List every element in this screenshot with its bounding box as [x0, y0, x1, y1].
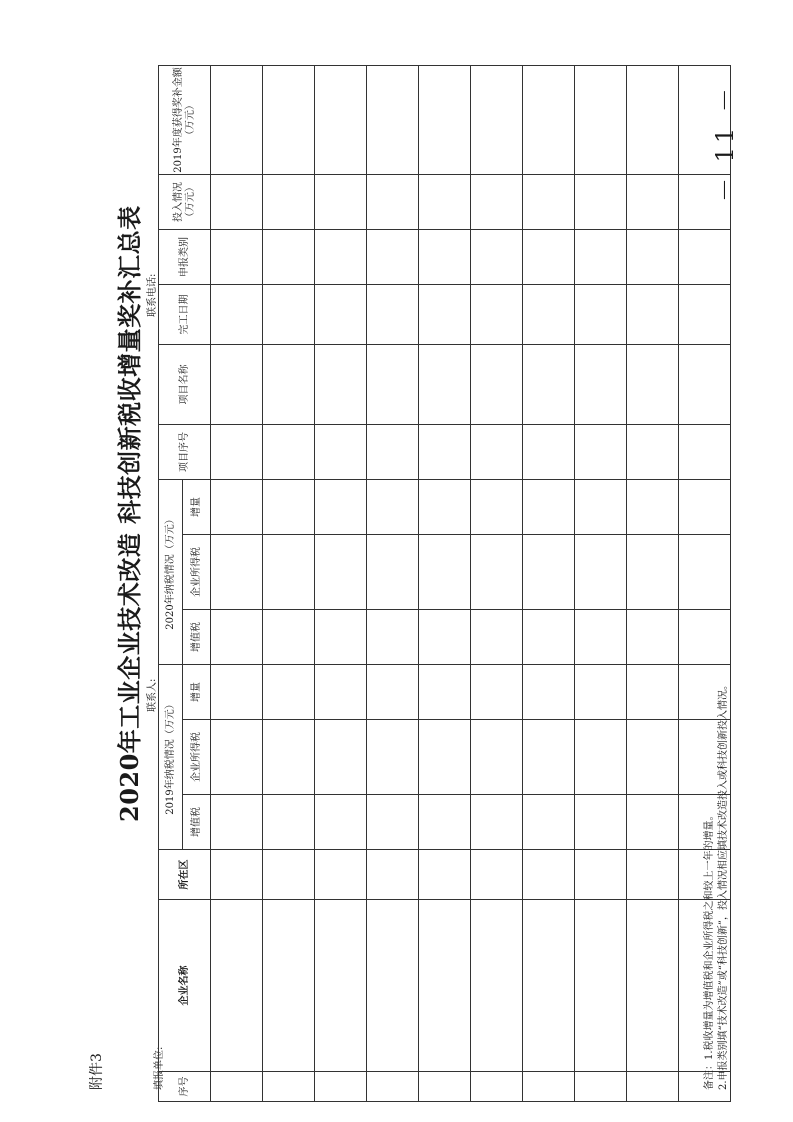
table-cell[interactable]	[627, 424, 679, 479]
table-cell[interactable]	[367, 284, 419, 344]
table-cell[interactable]	[263, 174, 315, 229]
table-cell[interactable]	[523, 424, 575, 479]
table-cell[interactable]	[523, 795, 575, 850]
table-cell[interactable]	[679, 424, 731, 479]
table-cell[interactable]	[367, 900, 419, 1072]
table-cell[interactable]	[627, 609, 679, 664]
table-cell[interactable]	[471, 424, 523, 479]
table-cell[interactable]	[471, 1072, 523, 1102]
table-cell[interactable]	[575, 900, 627, 1072]
page-number: － 11 －	[711, 84, 739, 202]
table-cell[interactable]	[419, 900, 471, 1072]
table-cell[interactable]	[471, 534, 523, 609]
table-cell[interactable]	[471, 284, 523, 344]
table-cell[interactable]	[627, 1072, 679, 1102]
header-district: 所在区	[159, 850, 211, 900]
table-cell[interactable]	[471, 720, 523, 795]
header-investment: 投入情况（万元）	[159, 174, 211, 229]
table-cell[interactable]	[263, 850, 315, 900]
table-cell[interactable]	[211, 174, 263, 229]
table-cell[interactable]	[471, 174, 523, 229]
table-cell[interactable]	[575, 720, 627, 795]
table-cell[interactable]	[315, 1072, 367, 1102]
header-seq: 序号	[159, 1072, 211, 1102]
table-cell[interactable]	[419, 664, 471, 719]
table-cell[interactable]	[575, 850, 627, 900]
header-category: 申报类别	[159, 229, 211, 284]
table-cell[interactable]	[315, 609, 367, 664]
contact-phone-label: 联系电话:	[147, 273, 158, 317]
table-cell[interactable]	[367, 664, 419, 719]
header-company-name: 企业名称	[159, 900, 211, 1072]
table-cell[interactable]	[315, 65, 367, 174]
header-subsidy-2019: 2019年度获得奖补金额（万元）	[159, 65, 211, 174]
table-cell[interactable]	[575, 284, 627, 344]
table-cell[interactable]	[211, 795, 263, 850]
table-cell[interactable]	[471, 795, 523, 850]
table-cell[interactable]	[367, 65, 419, 174]
table-cell[interactable]	[211, 229, 263, 284]
table-cell[interactable]	[679, 229, 731, 284]
table-cell[interactable]	[575, 534, 627, 609]
table-cell[interactable]	[627, 229, 679, 284]
table-cell[interactable]	[679, 479, 731, 534]
table-cell[interactable]	[523, 174, 575, 229]
table-row	[367, 65, 419, 1101]
table-cell[interactable]	[263, 720, 315, 795]
table-cell[interactable]	[211, 534, 263, 609]
table-cell[interactable]	[315, 534, 367, 609]
table-cell[interactable]	[263, 65, 315, 174]
table-cell[interactable]	[627, 284, 679, 344]
table-cell[interactable]	[679, 534, 731, 609]
table-cell[interactable]	[315, 284, 367, 344]
page-title: 2020年工业企业技术改造 科技创新税收增量奖补汇总表	[115, 205, 144, 822]
header-2019-vat: 增值税	[183, 795, 211, 850]
table-cell[interactable]	[419, 850, 471, 900]
table-cell[interactable]	[211, 65, 263, 174]
header-2019-cit: 企业所得税	[183, 720, 211, 795]
table-cell[interactable]	[575, 795, 627, 850]
table-cell[interactable]	[419, 479, 471, 534]
table-cell[interactable]	[367, 609, 419, 664]
table-cell[interactable]	[263, 534, 315, 609]
table-cell[interactable]	[627, 65, 679, 174]
table-cell[interactable]	[575, 344, 627, 424]
table-cell[interactable]	[523, 284, 575, 344]
table-cell[interactable]	[419, 534, 471, 609]
table-cell[interactable]	[575, 229, 627, 284]
table-cell[interactable]	[211, 664, 263, 719]
header-2019-increment: 增量	[183, 664, 211, 719]
table-cell[interactable]	[471, 609, 523, 664]
table-cell[interactable]	[419, 174, 471, 229]
table-cell[interactable]	[419, 229, 471, 284]
table-cell[interactable]	[523, 609, 575, 664]
table-cell[interactable]	[211, 344, 263, 424]
table-cell[interactable]	[367, 479, 419, 534]
table-cell[interactable]	[263, 229, 315, 284]
header-project-no: 项目序号	[159, 424, 211, 479]
table-cell[interactable]	[627, 900, 679, 1072]
table-cell[interactable]	[679, 344, 731, 424]
table-cell[interactable]	[523, 720, 575, 795]
table-cell[interactable]	[263, 344, 315, 424]
table-cell[interactable]	[575, 609, 627, 664]
table-cell[interactable]	[263, 609, 315, 664]
table-cell[interactable]	[315, 344, 367, 424]
table-cell[interactable]	[627, 479, 679, 534]
table-cell[interactable]	[523, 229, 575, 284]
table-cell[interactable]	[627, 664, 679, 719]
table-cell[interactable]	[315, 720, 367, 795]
header-2020-vat: 增值税	[183, 609, 211, 664]
table-cell[interactable]	[367, 534, 419, 609]
table-cell[interactable]	[627, 850, 679, 900]
table-cell[interactable]	[575, 424, 627, 479]
table-cell[interactable]	[211, 850, 263, 900]
filler-unit-label: 填报单位:	[154, 1046, 165, 1090]
header-tax-2020: 2020年纳税情况（万元）	[159, 479, 183, 664]
table-cell[interactable]	[211, 1072, 263, 1102]
table-cell[interactable]	[263, 795, 315, 850]
header-2020-increment: 增量	[183, 479, 211, 534]
table-cell[interactable]	[367, 174, 419, 229]
table-cell[interactable]	[575, 664, 627, 719]
table-cell[interactable]	[627, 720, 679, 795]
table-row	[471, 65, 523, 1101]
table-cell[interactable]	[367, 1072, 419, 1102]
table-cell[interactable]	[419, 720, 471, 795]
table-row	[523, 65, 575, 1101]
table-cell[interactable]	[575, 65, 627, 174]
table-cell[interactable]	[471, 900, 523, 1072]
table-cell[interactable]	[471, 664, 523, 719]
table-cell[interactable]	[315, 479, 367, 534]
table-cell[interactable]	[523, 344, 575, 424]
table-cell[interactable]	[419, 1072, 471, 1102]
table-cell[interactable]	[315, 664, 367, 719]
table-cell[interactable]	[471, 65, 523, 174]
table-cell[interactable]	[367, 229, 419, 284]
table-cell[interactable]	[523, 850, 575, 900]
table-cell[interactable]	[315, 424, 367, 479]
table-cell[interactable]	[211, 479, 263, 534]
table-row	[627, 65, 679, 1101]
table-cell[interactable]	[575, 174, 627, 229]
table-cell[interactable]	[367, 344, 419, 424]
table-cell[interactable]	[627, 795, 679, 850]
table-cell[interactable]	[263, 900, 315, 1072]
table-cell[interactable]	[419, 795, 471, 850]
table-cell[interactable]	[419, 284, 471, 344]
table-cell[interactable]	[419, 344, 471, 424]
summary-table	[158, 65, 731, 1102]
footnote-2: 2.申报类别填“技术改造”或“科技创新”，投入情况相应填技术改造投入或科技创新投入情况。	[718, 680, 729, 1090]
table-row	[575, 65, 627, 1101]
attachment-label: 附件3	[89, 1053, 105, 1090]
table-cell[interactable]	[471, 229, 523, 284]
table-cell[interactable]	[523, 534, 575, 609]
table-cell[interactable]	[315, 900, 367, 1072]
table-cell[interactable]	[523, 1072, 575, 1102]
contact-person-label: 联系人:	[147, 678, 158, 712]
table-cell[interactable]	[575, 479, 627, 534]
table-cell[interactable]	[367, 424, 419, 479]
table-row	[211, 65, 263, 1101]
table-cell[interactable]	[627, 174, 679, 229]
header-completion-date: 完工日期	[159, 284, 211, 344]
table-cell[interactable]	[523, 900, 575, 1072]
table-cell[interactable]	[471, 850, 523, 900]
table-cell[interactable]	[263, 479, 315, 534]
footnote-1: 备注：1.税收增量为增值税和企业所得税之和较上一年的增量。	[704, 810, 715, 1090]
table-cell[interactable]	[575, 1072, 627, 1102]
table-cell[interactable]	[315, 174, 367, 229]
table-cell[interactable]	[315, 229, 367, 284]
table-cell[interactable]	[263, 664, 315, 719]
table-cell[interactable]	[211, 900, 263, 1072]
header-project-name: 项目名称	[159, 344, 211, 424]
table-cell[interactable]	[523, 664, 575, 719]
table-row	[263, 65, 315, 1101]
table-cell[interactable]	[315, 795, 367, 850]
table-cell[interactable]	[627, 344, 679, 424]
table-cell[interactable]	[315, 850, 367, 900]
table-cell[interactable]	[471, 479, 523, 534]
table-cell[interactable]	[523, 479, 575, 534]
table-cell[interactable]	[263, 424, 315, 479]
table-cell[interactable]	[679, 284, 731, 344]
table-cell[interactable]	[471, 344, 523, 424]
table-row	[315, 65, 367, 1101]
table-cell[interactable]	[679, 609, 731, 664]
table-cell[interactable]	[211, 284, 263, 344]
table-cell[interactable]	[419, 65, 471, 174]
header-2020-cit: 企业所得税	[183, 534, 211, 609]
table-cell[interactable]	[211, 720, 263, 795]
header-tax-2019: 2019年纳税情况（万元）	[159, 664, 183, 849]
table-cell[interactable]	[211, 609, 263, 664]
table-cell[interactable]	[367, 850, 419, 900]
table-row	[419, 65, 471, 1101]
table-cell[interactable]	[419, 609, 471, 664]
table-cell[interactable]	[419, 424, 471, 479]
table-cell[interactable]	[523, 65, 575, 174]
table-cell[interactable]	[627, 534, 679, 609]
table-cell[interactable]	[367, 795, 419, 850]
table-cell[interactable]	[263, 1072, 315, 1102]
table-cell[interactable]	[367, 720, 419, 795]
table-cell[interactable]	[263, 284, 315, 344]
table-cell[interactable]	[211, 424, 263, 479]
